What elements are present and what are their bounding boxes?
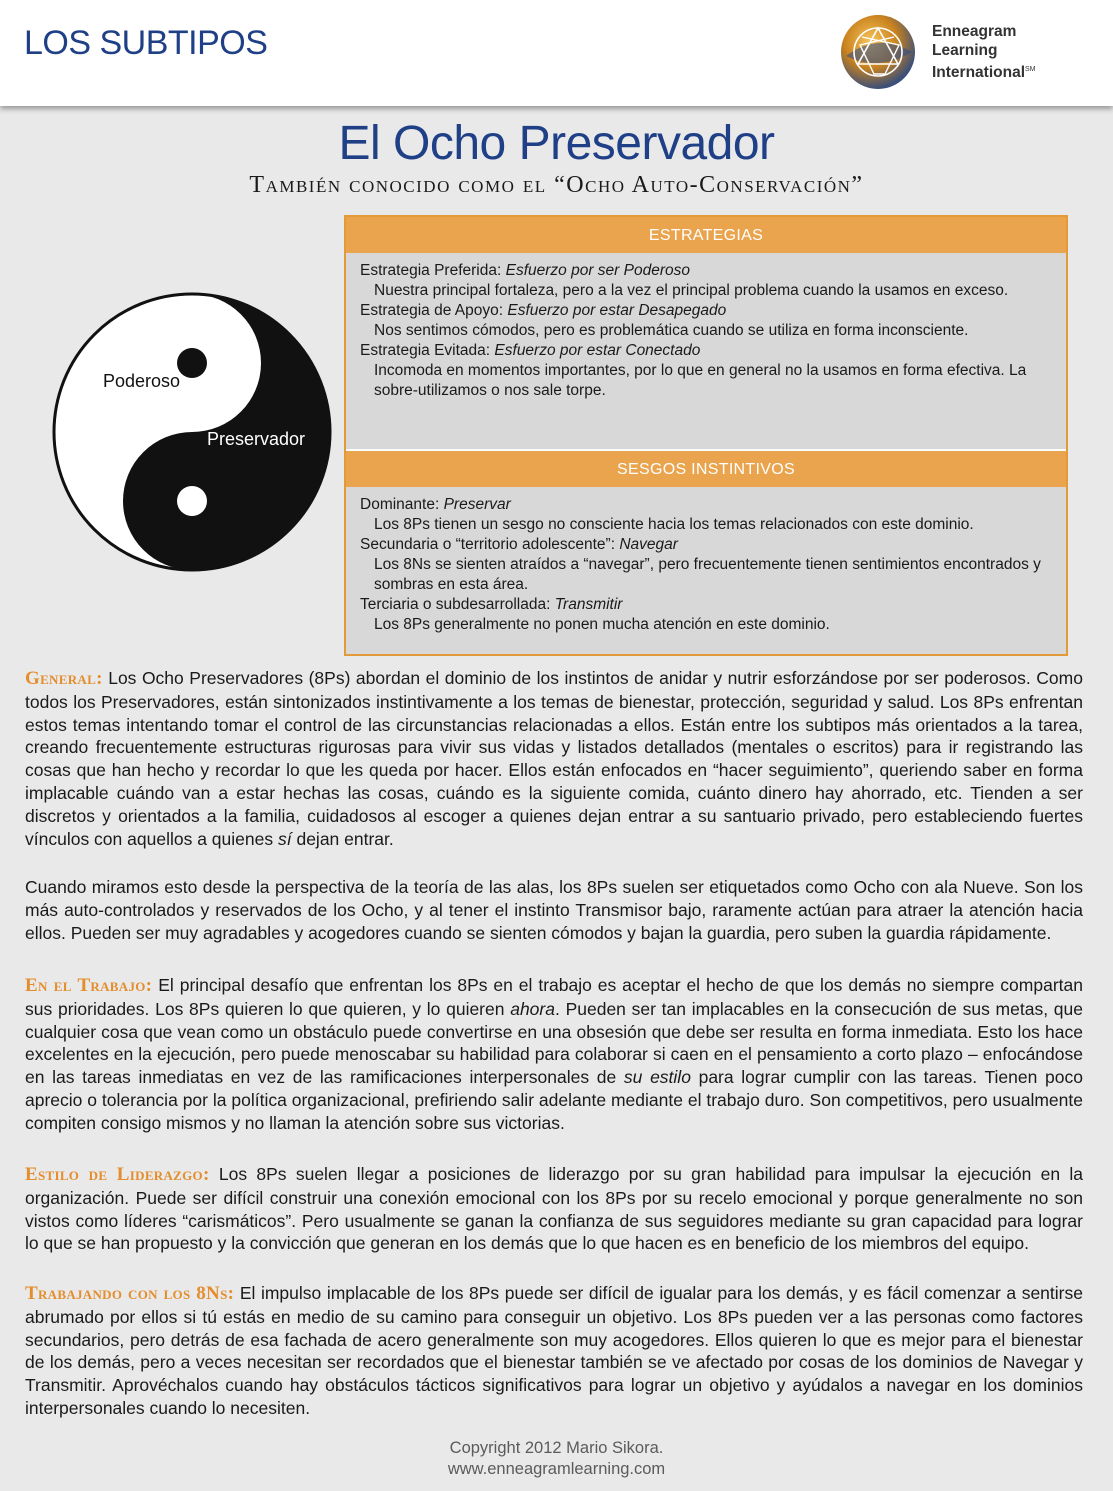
strategy-label: Estrategia Preferida <box>360 262 497 279</box>
working-with-heading: Trabajando con los 8Ns <box>25 1283 228 1304</box>
page-subtitle: También conocido como el “Ocho Auto-Conservación” <box>249 172 864 198</box>
strategy-description: Nos sentimos cómodos, pero es problemática cuando se utiliza en forma inconsciente. <box>374 322 969 339</box>
biases-list: Dominante: Preservar Los 8Ps tienen un sesgo no consciente hacia los temas relacionados con este dominio. Secundaria o “territorio adolescente”: Navegar Los 8Ns se sienten atraídos a “navegar”, pero frecuentemente tienen sentimientos encontrados y sombras en esta área. Terciaria o subdesarrollada: Transmitir Los 8Ps generalmente no ponen mucha atención en este dominio. <box>346 487 1066 643</box>
bias-label: Terciaria o subdesarrollada <box>360 596 547 613</box>
logo-line-1: Enneagram <box>932 23 1017 40</box>
strategy-label: Estrategia de Apoyo <box>360 302 499 319</box>
work-text-end: para lograr cumplir con las tareas. Tienen poco aprecio o tolerancia por la política organizacional, prefiriendo salir adelante mediante el trabajo duro. Son competitivos, pero usualmente compiten consigo mismos y no llaman la atención sobre sus victorias. <box>25 1067 1083 1133</box>
work-emphasis-2: su estilo <box>623 1067 691 1088</box>
page-header <box>0 0 1113 106</box>
bias-value: Navegar <box>619 536 678 553</box>
strategy-value: Esfuerzo por estar Conectado <box>494 342 701 359</box>
leadership-heading: Estilo de Liderazgo <box>25 1164 203 1185</box>
website-link[interactable]: www.enneagramlearning.com <box>447 1460 666 1478</box>
logo-line-2: Learning <box>932 42 998 59</box>
logo-line-3: International <box>932 64 1026 82</box>
work-paragraph <box>25 974 1083 1135</box>
wings-paragraph: Cuando miramos esto desde la perspectiva de la teoría de las alas, los 8Ps suelen ser etiquetados como Ocho con ala Nueve. Son los más auto-controlados y reservados de los Ocho, y al tener el instinto Transmisor bajo, raramente actúan para atraer la atención hacia ellos. Pueden ser muy agradables y acogedores cuando se sienten cómodos y bajan la guardia, pero suben la guardia rápidamente. <box>25 877 1083 943</box>
copyright: Copyright 2012 Mario Sikora. <box>449 1439 664 1457</box>
strategy-label: Estrategia Evitada <box>360 342 486 359</box>
section-title: LOS SUBTIPOS <box>24 24 268 62</box>
strategies-list: Estrategia Preferida: Esfuerzo por ser Poderoso Nuestra principal fortaleza, pero a la vez el principal problema cuando la usamos en exceso. Estrategia de Apoyo: Esfuerzo por estar Desapegado Nos sentimos cómodos, pero es problemática cuando se utiliza en forma inconsciente. Estrategia Evitada: Esfuerzo por estar Conectado Incomoda en momentos importantes, por lo que en general no la usamos en forma efectiva. La sobre-utilizamos o nos sale torpe. <box>346 253 1066 449</box>
strategy-description: Nuestra principal fortaleza, pero a la vez el principal problema cuando la usamos en exceso. <box>374 282 1009 299</box>
bias-label: Secundaria o “territorio adolescente” <box>360 536 611 553</box>
general-text: Los Ocho Preservadores (8Ps) abordan el dominio de los instintos de anidar y nutrir esforzándose por ser poderosos. Como todos los Preservadores, están sintonizados instintivamente a los temas de bienestar, protección, seguridad y salud. Los 8Ps enfrentan estos temas intentando tomar el control de las circunstancias relacionadas a ellos. Están entre los subtipos más orientados a la tarea, creando frecuentemente estructuras rigurosas para vivir sus vidas y listados detallados (mentales o escritos) para ir registrando las cosas que han hecho y recordar lo que les queda por hacer. Ellos están enfocados en “hacer seguimiento”, queriendo saber en forma implacable cuándo van a estar hechas las cosas, cuándo es la siguiente comida, cuánto dinero hay ahorrado, etc. Tienden a ser discretos y orientados a la familia, cuidadosos al escoger a quienes dejan entrar a su santuario privado, pero estableciendo fuertes vínculos con aquellos a quienes <box>25 668 1083 849</box>
strategy-value: Esfuerzo por estar Desapegado <box>507 302 727 319</box>
work-text: El principal desafío que enfrentan los 8Ps en el trabajo es aceptar el hecho de que los demás no siempre compartan sus prioridades. Los 8Ps quieren lo que quieren, y lo quieren <box>25 975 1083 1019</box>
working-with-text: El impulso implacable de los 8Ps puede ser difícil de igualar para los demás, y es fácil comenzar a sentirse abrumado por ellos si tú estás en medio de su camino para conseguir un objetivo. Los 8Ps pueden ver a las personas como factores secundarios, pero detrás de esa fachada de acero generalmente son muy acogedores. Ellos quieren lo que es mejor para el bienestar de los demás, pero a veces necesitan ser recordados que el bienestar también se ve afectado por cosas de los dominios de Navegar y Transmitir. Aprovéchalos cuando hay obstáculos tácticos significativos para lograr un objetivo y ayúdalos a navegar en los dominios interpersonales cuando lo necesiten. <box>25 1283 1083 1418</box>
bias-value: Preservar <box>443 496 511 513</box>
enneagram-logo-icon <box>836 12 926 92</box>
service-mark: SM <box>1025 66 1036 73</box>
bias-label: Dominante <box>360 496 435 513</box>
yin-yang-label-preservador: Preservador <box>207 429 306 449</box>
company-logo[interactable] <box>836 12 1076 92</box>
general-paragraph: General: Los Ocho Preservadores (8Ps) abordan el dominio de los instintos de anidar y nutrir esforzándose por ser poderosos. Como todos los Preservadores, están sintonizados instintivamente a los temas de bienestar, protección, seguridad y salud. Los 8Ps enfrentan estos temas intentando tomar el control de las circunstancias relacionadas a ellos. Están entre los subtipos más orientados a la tarea, creando frecuentemente estructuras rigurosas para vivir sus vidas y listados detallados (mentales o escritos) para ir registrando las cosas que han hecho y recordar lo que les queda por hacer. Ellos están enfocados en “hacer seguimiento”, queriendo saber en forma implacable cuándo van a estar hechas las cosas, cuándo es la siguiente comida, cuánto dinero hay ahorrado, etc. Tienden a ser discretos y orientados a la familia, cuidadosos al escoger a quienes dejan entrar a su santuario privado, pero estableciendo fuertes vínculos con aquellos a quienes sí dejan entrar. <box>25 668 1083 849</box>
general-text-end: dejan entrar. <box>296 828 394 849</box>
bias-description: Los 8Ns se sienten atraídos a “navegar”, pero frecuentemente tienen sentimientos encontrados y sombras en esta área. <box>374 556 1041 593</box>
biases-heading: SESGOS INSTINTIVOS <box>346 449 1066 487</box>
page-title: El Ocho Preservador <box>338 117 775 170</box>
strategies-panel <box>344 215 1068 656</box>
logo-text <box>932 22 1036 82</box>
leadership-text: Los 8Ps suelen llegar a posiciones de liderazgo por su gran habilidad para impulsar la ejecución en la organización. Puede ser difícil construir una conexión emocional con los 8Ps por su recelo emocional y porque generalmente no son vistos como líderes “carismáticos”. Pero usualmente se ganan la confianza de sus seguidores mediante su gran capacidad para lograr lo que se han propuesto y la convicción que generan en los demás que lo que hacen es en beneficio de los miembros del equipo. <box>25 1164 1083 1254</box>
work-heading: En el Trabajo: <box>25 975 153 996</box>
working-with-paragraph: Trabajando con los 8Ns: El impulso implacable de los 8Ps puede ser difícil de igualar para los demás, y es fácil comenzar a sentirse abrumado por ellos si tú estás en medio de su camino para conseguir un objetivo. Los 8Ps pueden ver a las personas como factores secundarios, pero detrás de esa fachada de acero generalmente son muy acogedores. Ellos quieren lo que es mejor para el bienestar de los demás, pero a veces necesitan ser recordados que el bienestar también se ve afectado por cosas de los dominios de Navegar y Transmitir. Aprovéchalos cuando hay obstáculos tácticos significativos para lograr un objetivo y ayúdalos a navegar en los dominios interpersonales cuando lo necesiten. <box>25 1283 1083 1418</box>
work-emphasis: ahora <box>510 998 555 1019</box>
bias-description: Los 8Ps tienen un sesgo no consciente hacia los temas relacionados con este dominio. <box>374 516 974 533</box>
strategy-description: Incomoda en momentos importantes, por lo que en general no la usamos en forma efectiva. La sobre-utilizamos o nos sale torpe. <box>374 362 1027 399</box>
leadership-paragraph: Estilo de Liderazgo: Los 8Ps suelen llegar a posiciones de liderazgo por su gran habilidad para impulsar la ejecución en la organización. Puede ser difícil construir una conexión emocional con los 8Ps por su recelo emocional y porque generalmente no son vistos como líderes “carismáticos”. Pero usualmente se ganan la confianza de sus seguidores mediante su gran capacidad para lograr lo que se han propuesto y la convicción que generan en los demás que lo que hacen es en beneficio de los miembros del equipo. <box>25 1164 1083 1254</box>
general-heading: General <box>25 668 97 689</box>
strategy-value: Esfuerzo por ser Poderoso <box>505 262 690 279</box>
strategies-heading: ESTRATEGIAS <box>346 217 1066 253</box>
bias-description: Los 8Ps generalmente no ponen mucha atención en este dominio. <box>374 616 830 633</box>
yin-yang-label-poderoso: Poderoso <box>103 371 181 391</box>
bias-value: Transmitir <box>554 596 623 613</box>
general-emphasis: sí <box>277 828 292 849</box>
work-text-mid: . Pueden ser tan implacables en la consecución de sus metas, que cualquier cosa que vean como un obstáculo puede convertirse en una obsesión que debe ser resulta en forma inmediata. Esto los hace excelentes en la ejecución, pero puede menoscabar su habilidad para colaborar si caen en el pensamiento a corto plazo – enfocándose en las tareas inmediatas en vez de las ramificaciones interpersonales de <box>25 998 1083 1088</box>
